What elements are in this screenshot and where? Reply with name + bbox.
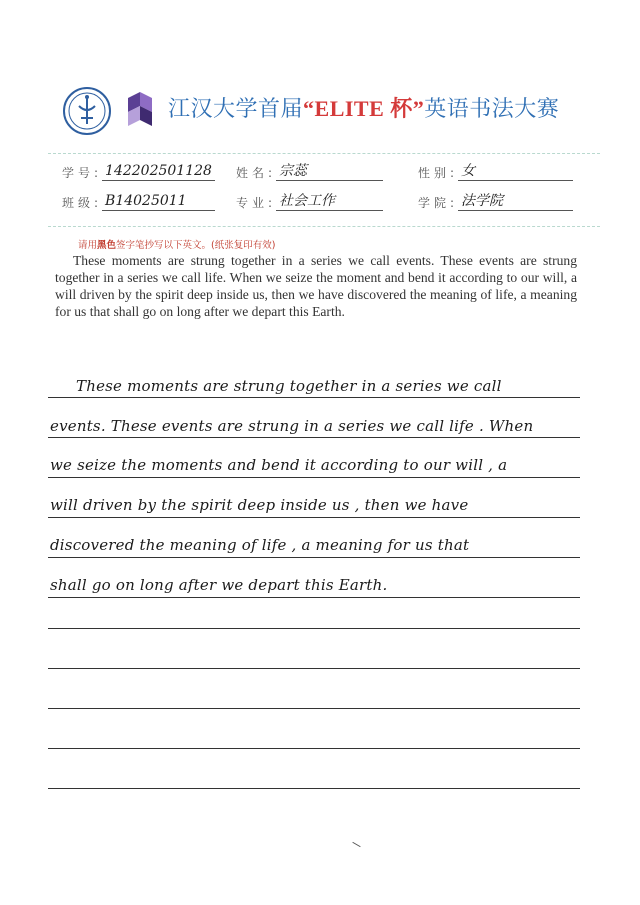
university-logo-icon [62,86,112,136]
instruction-text [78,237,275,251]
pen-mark [352,842,360,847]
writing-line-10 [48,748,580,749]
name-field [236,162,383,181]
class-label: 班级: [62,196,103,210]
handwriting-line-3: we seize the moments and bend it according to our will , a [50,456,508,474]
major-label: 专业: [236,196,277,210]
college-field [418,192,573,211]
writing-line-9 [48,708,580,709]
instruction-emphasis: 黑色 [97,240,117,251]
writing-line-8 [48,668,580,669]
header [62,86,602,136]
writing-line-6 [48,597,580,598]
printed-passage: These moments are strung together in a series we call events. These events are strung together in a series we call life. When we seize the moment and bend it according to our will, a will driven by the spirit deep inside us, then we have discovered the meaning of life, a meaning for us that shall go on long after we depart this Earth. [55,253,577,319]
major-field [236,192,383,211]
instruction-prefix: 请用 [78,240,98,251]
name-label: 姓名: [236,166,277,180]
gender-field [418,162,573,181]
gender-value: 女 [458,162,573,181]
handwriting-line-1: These moments are strung together in a series we call [76,377,502,395]
gender-label: 性别: [418,166,459,180]
student-id-value: 142202501128 [102,162,215,181]
writing-line-4 [48,517,580,518]
writing-line-7 [48,628,580,629]
handwriting-line-2: events. These events are strung in a series we call life . When [50,417,534,435]
writing-line-3 [48,477,580,478]
handwriting-line-6: shall go on long after we depart this Earth. [50,576,388,594]
handwriting-line-4: will driven by the spirit deep inside us , then we have [50,496,469,514]
instruction-suffix: 签字笔抄写以下英文。(纸张复印有效) [116,240,276,251]
name-value: 宗蕊 [276,162,383,181]
student-id-field [62,162,215,181]
writing-line-11 [48,788,580,789]
class-value: B14025011 [102,192,215,211]
student-id-label: 学号: [62,166,103,180]
class-field [62,192,215,211]
writing-line-1 [48,397,580,398]
college-label: 学院: [418,196,459,210]
major-value: 社会工作 [276,192,383,211]
divider-top [48,153,600,154]
handwriting-line-5: discovered the meaning of life , a meaning for us that [50,536,470,554]
page-title [168,92,559,123]
title-prefix: 江汉大学首届 [168,97,304,122]
elite-cup-logo-icon [120,90,160,132]
title-elite: “ELITE 杯” [303,96,425,121]
title-suffix: 英语书法大赛 [424,97,560,122]
college-value: 法学院 [458,192,573,211]
divider-bottom [48,226,600,227]
writing-line-5 [48,557,580,558]
writing-line-2 [48,437,580,438]
